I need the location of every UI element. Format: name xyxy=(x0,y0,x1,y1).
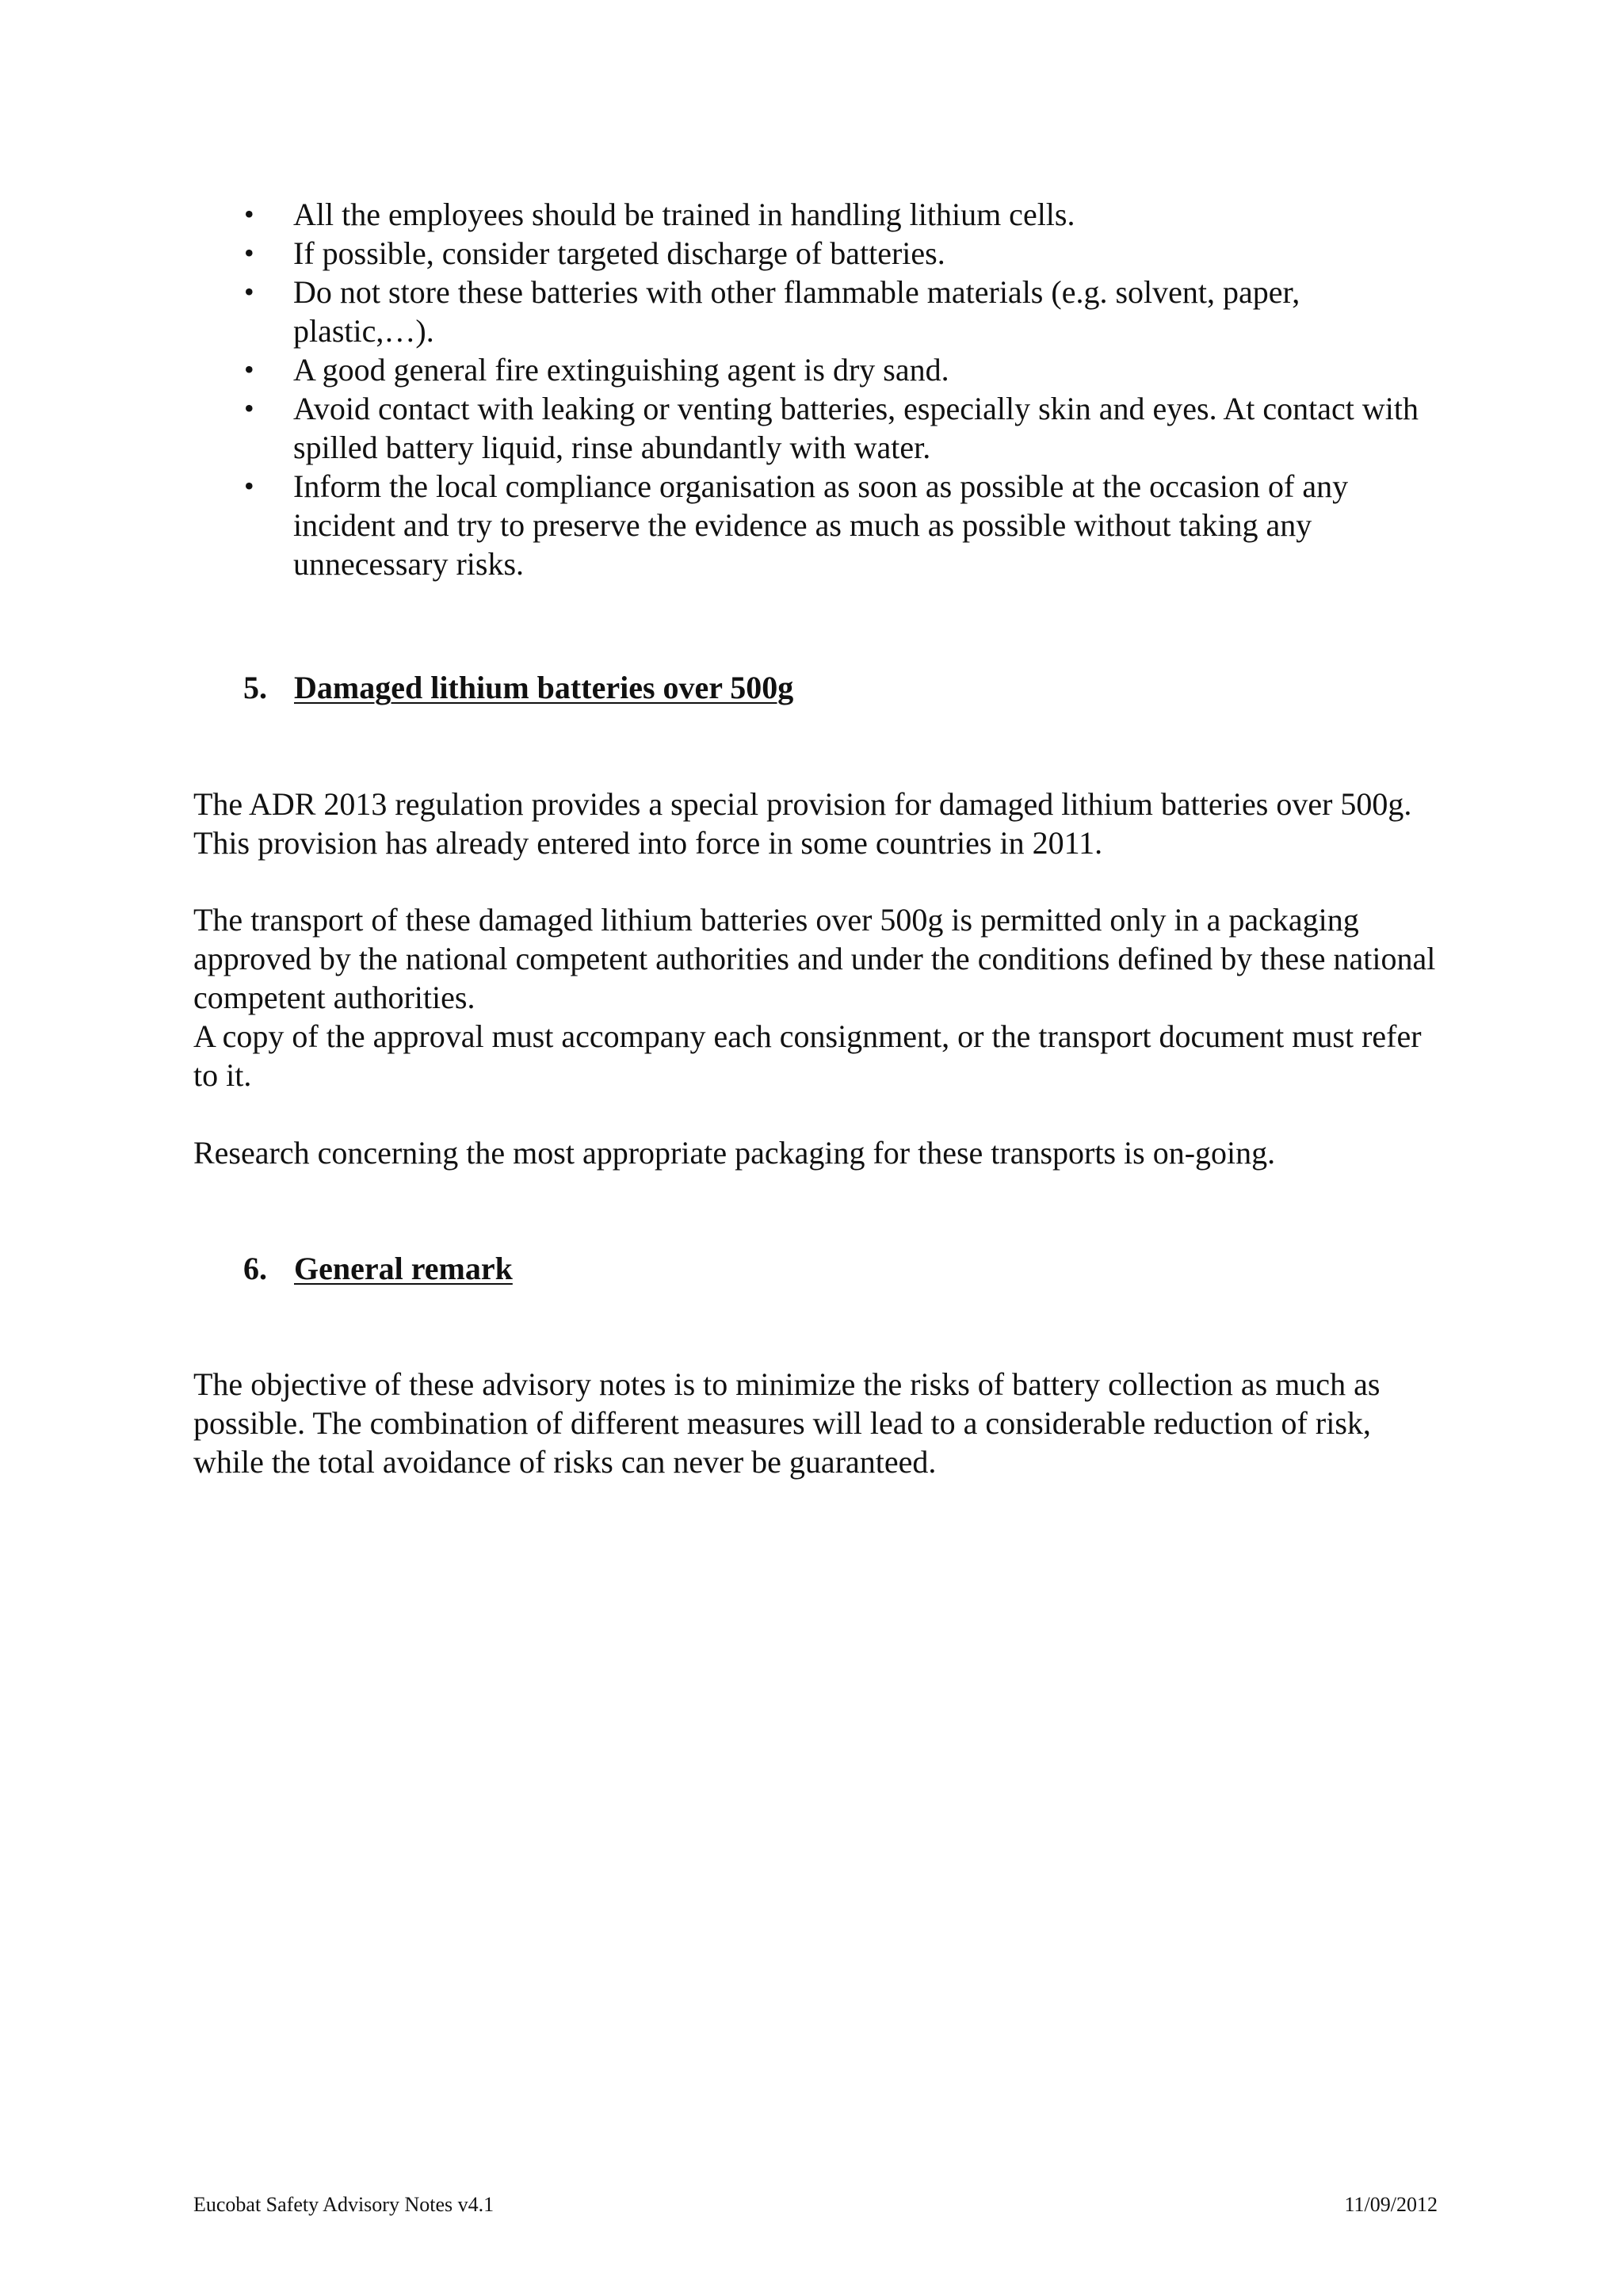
section-title: Damaged lithium batteries over 500g xyxy=(294,670,794,705)
list-item-text: All the employees should be trained in handling lithium cells. xyxy=(293,197,1075,232)
bullet-icon: • xyxy=(244,198,254,230)
bullet-icon: • xyxy=(244,353,254,385)
footer-date: 11/09/2012 xyxy=(1344,2193,1438,2216)
list-item-text: Inform the local compliance organisation as soon as possible at the occasion of any incident and try to preserve the evidence as much as possible without taking any unnecessary risks. xyxy=(293,468,1349,582)
list-item-text: If possible, consider targeted discharge of batteries. xyxy=(293,235,945,271)
section-number: 6. xyxy=(243,1251,267,1286)
paragraph: Research concerning the most appropriate packaging for these transports is on-going. xyxy=(193,1135,1276,1171)
bullet-icon: • xyxy=(244,276,254,308)
list-item-text: Avoid contact with leaking or venting batteries, especially skin and eyes. At contact with spilled battery liquid, rinse abundantly with water. xyxy=(293,391,1419,465)
section-number: 5. xyxy=(243,670,267,705)
list-item xyxy=(238,389,1442,467)
list-item xyxy=(238,234,1442,273)
footer-document-title: Eucobat Safety Advisory Notes v4.1 xyxy=(193,2193,495,2216)
bullet-icon: • xyxy=(244,237,254,269)
list-item xyxy=(238,350,1442,389)
list-item xyxy=(238,467,1442,583)
paragraph: A copy of the approval must accompany each consignment, or the transport document must refer to it. xyxy=(193,1018,1422,1093)
bullet-icon: • xyxy=(244,470,254,502)
list-item-text: A good general fire extinguishing agent is dry sand. xyxy=(293,352,949,388)
paragraph: The objective of these advisory notes is to minimize the risks of battery collection as much as possible. The combination of different measures will lead to a considerable reduction of risk, while the total avoidance of risks can never be guaranteed. xyxy=(193,1366,1381,1480)
list-item xyxy=(238,273,1442,350)
list-item xyxy=(238,195,1442,234)
safety-bullet-list xyxy=(238,195,1442,583)
section-title: General remark xyxy=(294,1251,513,1286)
section-6-heading xyxy=(243,1249,513,1288)
bullet-icon: • xyxy=(244,392,254,424)
section-5-heading xyxy=(243,668,793,707)
paragraph: The transport of these damaged lithium batteries over 500g is permitted only in a packaging approved by the national competent authorities and under the conditions defined by these national competent authorities. xyxy=(193,902,1436,1015)
list-item-text: Do not store these batteries with other flammable materials (e.g. solvent, paper, plastic,…). xyxy=(293,274,1300,349)
paragraph: The ADR 2013 regulation provides a special provision for damaged lithium batteries over 500g. This provision has already entered into force in some countries in 2011. xyxy=(193,786,1412,861)
